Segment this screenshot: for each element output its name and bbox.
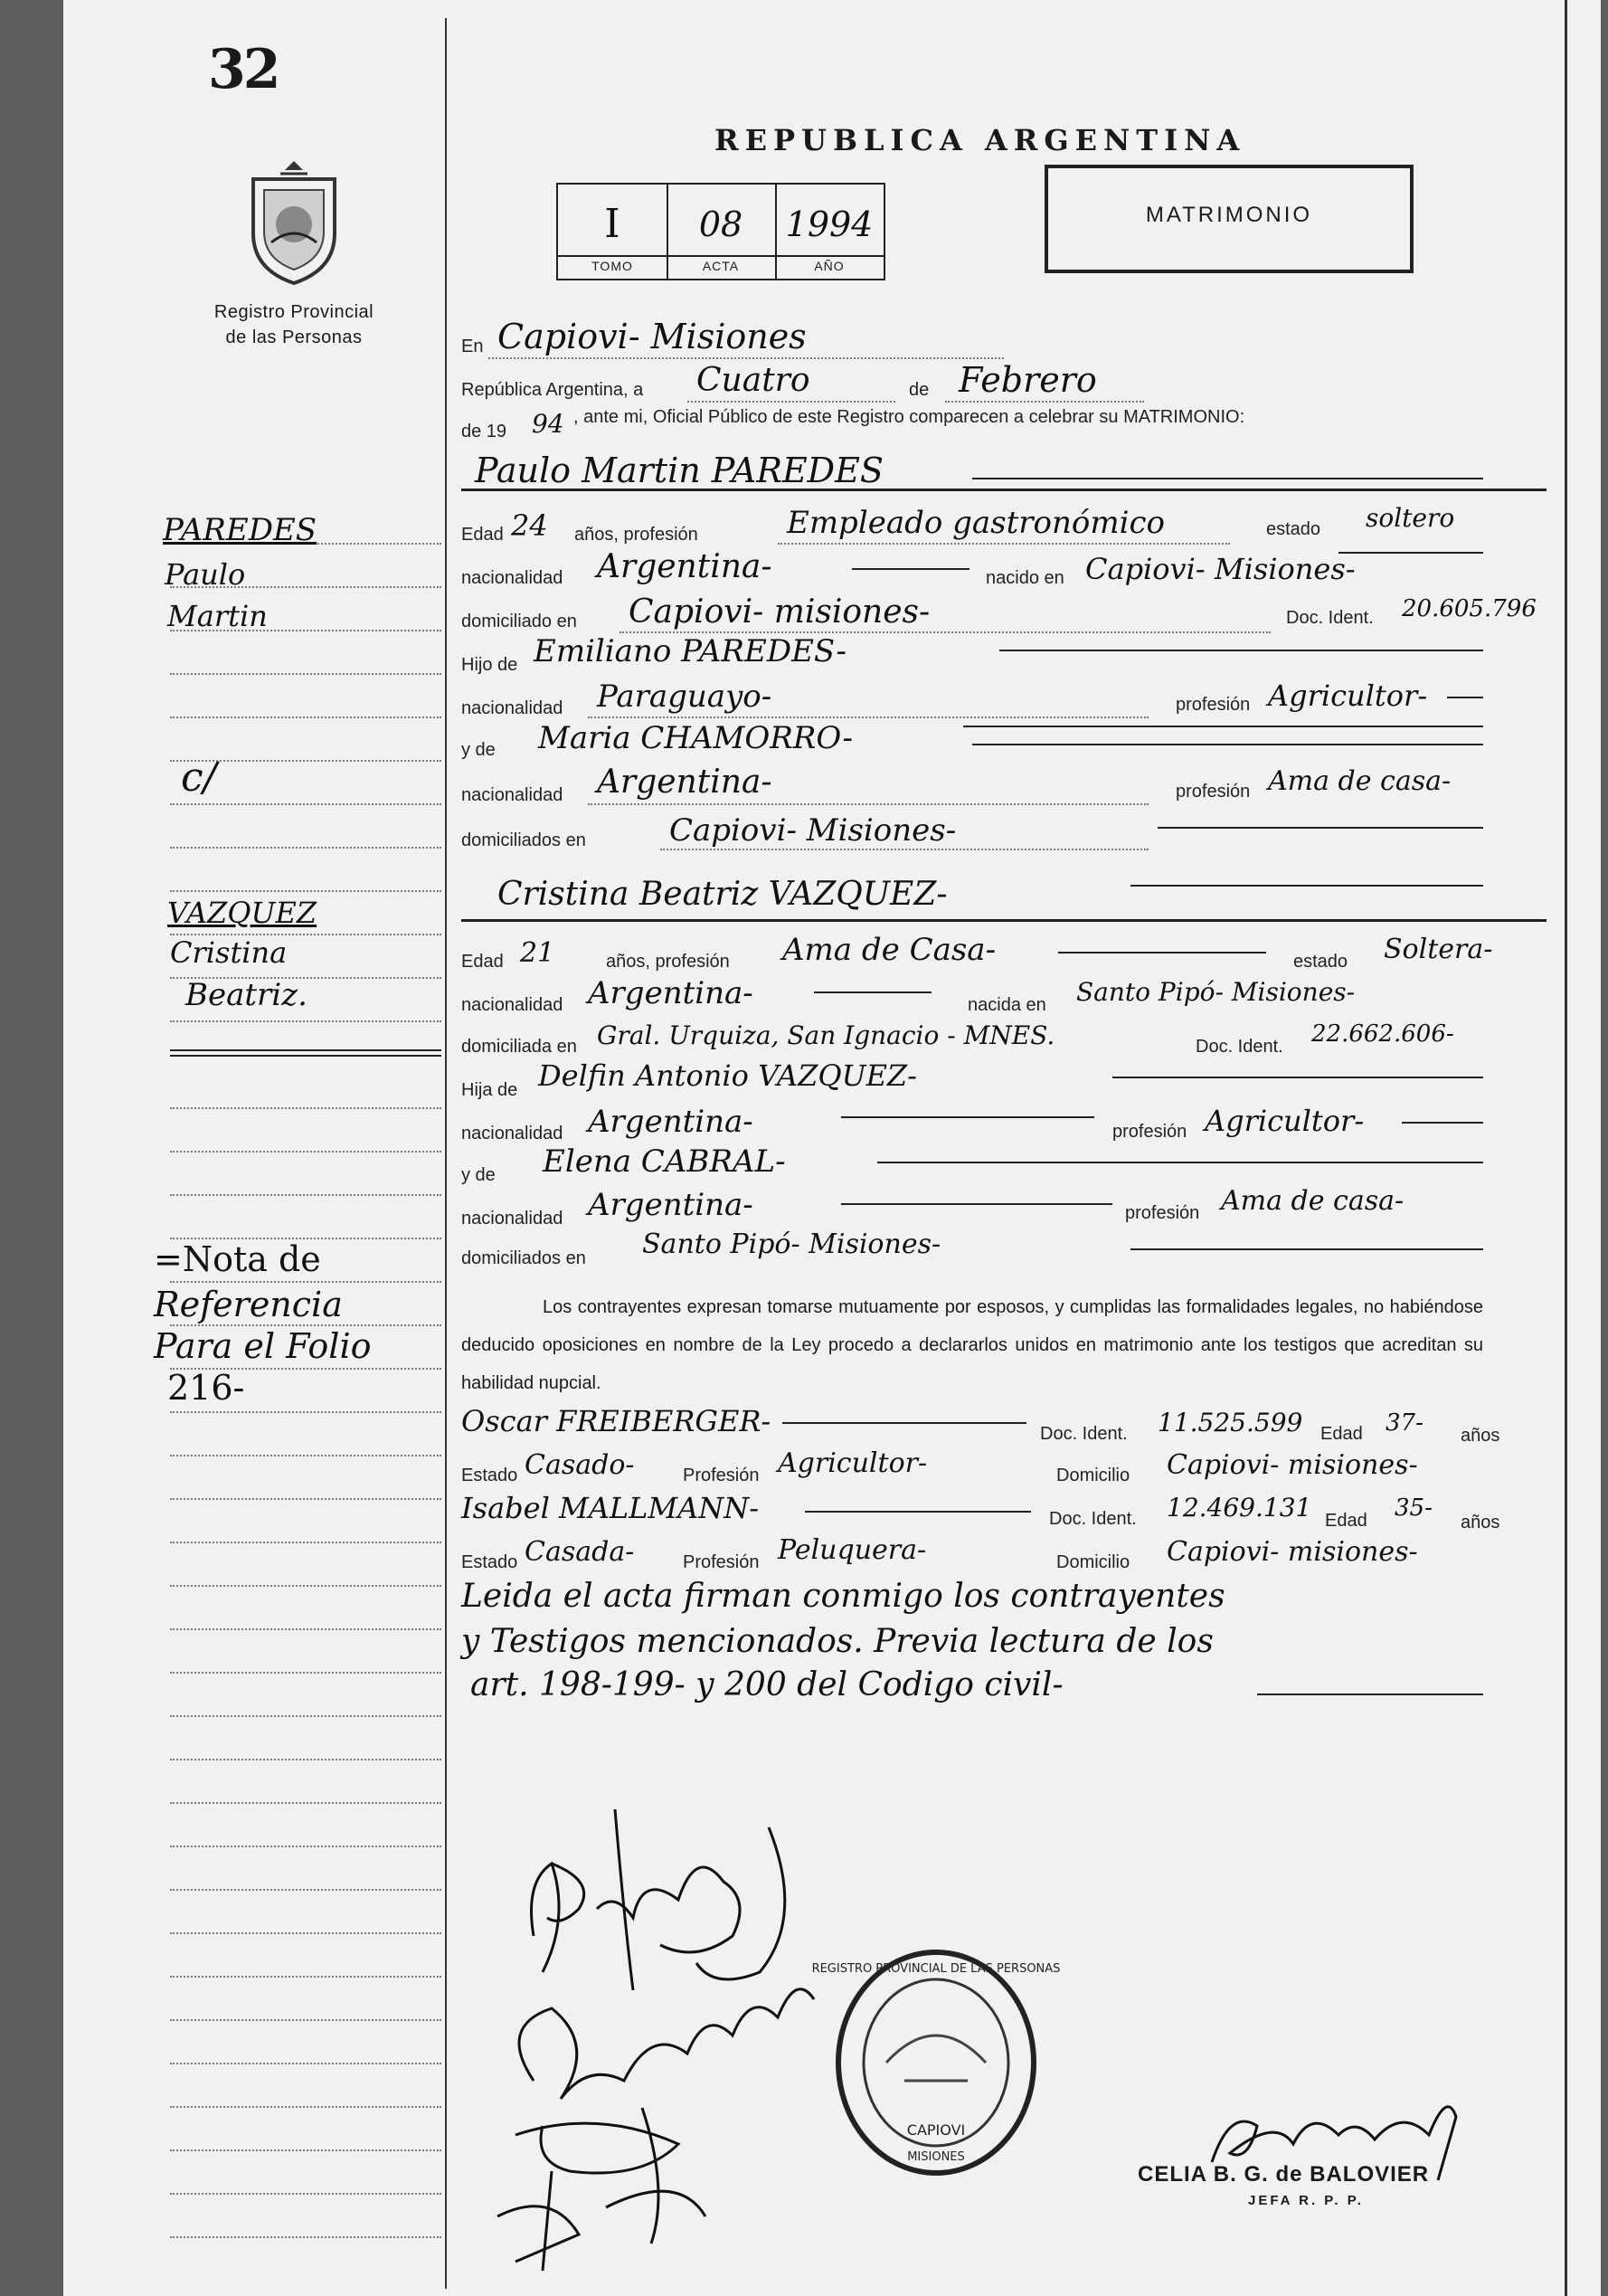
tomo-label: TOMO <box>591 259 633 273</box>
witness2-prof-label: Profesión <box>683 1552 760 1572</box>
groom-full-name: Paulo Martin PAREDES <box>475 451 884 490</box>
bride-estado-label: estado <box>1293 952 1348 972</box>
margin-line <box>170 803 441 805</box>
margin-line <box>170 1585 441 1587</box>
bride-father-nat-label: nacionalidad <box>461 1124 563 1143</box>
coat-of-arms-icon <box>244 161 344 288</box>
margin-line <box>170 1542 441 1543</box>
margin-line <box>170 1845 441 1847</box>
witness1-edad-label: Edad <box>1320 1424 1363 1444</box>
groom-nacido-label: nacido en <box>986 568 1064 588</box>
margin-note-3: Para el Folio <box>154 1326 372 1366</box>
witness1-profession: Agricultor- <box>778 1447 928 1479</box>
closing-line-1: Leida el acta firman conmigo los contrayentes <box>461 1578 1225 1615</box>
margin-line <box>170 1281 441 1283</box>
groom-mother-nat-label: nacionalidad <box>461 785 563 805</box>
bride-doc: 22.662.606- <box>1311 1020 1454 1048</box>
bride-parents-dom: Santo Pipó- Misiones- <box>642 1229 941 1260</box>
groom-doc-label: Doc. Ident. <box>1286 608 1374 628</box>
section-rule <box>461 489 1547 491</box>
margin-note-4: 216- <box>167 1368 245 1408</box>
month-value: Febrero <box>959 360 1097 400</box>
witness2-doc-label: Doc. Ident. <box>1049 1509 1137 1529</box>
bride-hija-label: Hija de <box>461 1080 518 1100</box>
page-number: 32 <box>208 38 279 101</box>
margin-line <box>170 1151 441 1153</box>
margin-line <box>170 2106 441 2108</box>
country-title: REPUBLICA ARGENTINA <box>714 123 1246 157</box>
groom-father: Emiliano PAREDES- <box>534 633 847 669</box>
place-value: Capiovi- Misiones <box>497 317 807 356</box>
margin-line <box>170 1020 441 1022</box>
bride-mother-prof: Ama de casa- <box>1221 1185 1405 1217</box>
closing-line-2: y Testigos mencionados. Previa lectura de los <box>461 1623 1214 1660</box>
margin-line <box>170 1107 441 1109</box>
margin-line <box>170 1628 441 1630</box>
acta-label: ACTA <box>702 259 740 273</box>
bride-mother-prof-label: profesión <box>1125 1203 1200 1223</box>
statement-text: , ante mi, Oficial Público de este Registro comparecen a celebrar su MATRIMONIO: <box>573 407 1245 427</box>
margin-line <box>170 1889 441 1891</box>
witness1-prof-label: Profesión <box>683 1466 760 1485</box>
bride-father-nat: Argentina- <box>588 1104 753 1140</box>
margin-line <box>170 1672 441 1674</box>
margin-line <box>170 847 441 849</box>
bride-birthplace: Santo Pipó- Misiones- <box>1076 977 1356 1007</box>
official-name: CELIA B. G. de BALOVIER <box>1138 2162 1430 2187</box>
groom-father-nat-label: nacionalidad <box>461 698 563 718</box>
groom-father-nat: Paraguayo- <box>597 678 772 715</box>
witness1-name: Oscar FREIBERGER- <box>461 1404 771 1438</box>
bride-nac-label: nacionalidad <box>461 995 563 1015</box>
margin-line <box>170 1455 441 1456</box>
margin-line <box>170 1932 441 1934</box>
margin-line <box>170 890 441 892</box>
contracting-parties-signatures <box>461 1809 841 2280</box>
margin-divider <box>445 18 447 2289</box>
witness2-dom-label: Domicilio <box>1056 1552 1130 1572</box>
official-seal <box>811 1945 1061 2180</box>
year-suffix: 94 <box>532 409 564 439</box>
margin-groom-surname: PAREDES <box>163 512 317 548</box>
right-border <box>1565 0 1567 2296</box>
margin-line <box>170 2236 441 2238</box>
groom-mother-nat: Argentina- <box>597 764 772 801</box>
bride-profesion-label: años, profesión <box>606 952 730 972</box>
groom-hijo-label: Hijo de <box>461 655 518 675</box>
witness1-estado-label: Estado <box>461 1466 518 1485</box>
declaration-text: Los contrayentes expresan tomarse mutuamente por esposos, y cumplidas las formalidades legales, no habiéndose deducido oposiciones en nombre de la Ley procedo a declararlos unidos en matrimonio ante los testigos que acreditan su habilidad nupcial. <box>461 1297 1483 1393</box>
witness1-anos-label: años <box>1461 1426 1500 1446</box>
groom-nac-label: nacionalidad <box>461 568 563 588</box>
witness1-status: Casado- <box>525 1449 635 1481</box>
groom-profesion-label: años, profesión <box>574 525 698 545</box>
margin-groom-middle: Martin <box>167 599 268 633</box>
groom-doc: 20.605.796 <box>1402 595 1537 622</box>
witness2-estado-label: Estado <box>461 1552 518 1572</box>
witness2-profession: Peluquera- <box>778 1534 927 1566</box>
groom-father-prof-label: profesión <box>1176 695 1251 715</box>
bride-father-prof-label: profesión <box>1112 1122 1187 1142</box>
groom-nationality: Argentina- <box>597 548 772 585</box>
margin-line <box>170 1715 441 1717</box>
official-title: JEFA R. P. P. <box>1248 2193 1364 2208</box>
witness1-dom-label: Domicilio <box>1056 1466 1130 1485</box>
groom-mother-prof-label: profesión <box>1176 782 1251 802</box>
doc-type-label: MATRIMONIO <box>1145 203 1313 227</box>
bride-parents-dom-label: domiciliados en <box>461 1248 586 1268</box>
groom-father-prof: Agricultor- <box>1268 678 1428 713</box>
groom-dom-label: domiciliado en <box>461 612 577 631</box>
bride-nationality: Argentina- <box>588 975 753 1011</box>
bride-edad-label: Edad <box>461 952 504 972</box>
groom-status: soltero <box>1366 503 1455 533</box>
groom-mother: Maria CHAMORRO- <box>538 720 854 756</box>
seal-text: REGISTRO PROVINCIAL DE LAS PERSONAS <box>811 1962 1061 1976</box>
bride-profession: Ama de Casa- <box>782 932 997 968</box>
margin-line <box>170 673 441 675</box>
de-label: de <box>909 380 930 400</box>
certificate-page <box>63 0 1601 2296</box>
bride-father-prof: Agricultor- <box>1205 1104 1365 1138</box>
groom-profession: Empleado gastronómico <box>787 505 1165 541</box>
registry-line1: Registro Provincial <box>213 302 374 322</box>
bride-full-name: Cristina Beatriz VAZQUEZ- <box>497 876 948 913</box>
record-number-box <box>556 183 885 280</box>
groom-estado-label: estado <box>1266 519 1321 539</box>
margin-bride-first: Cristina <box>170 935 288 970</box>
witness2-name: Isabel MALLMANN- <box>461 1491 760 1525</box>
groom-yde-label: y de <box>461 740 496 760</box>
year-prefix: de 19 <box>461 422 507 441</box>
witness1-doc: 11.525.599 <box>1158 1408 1303 1437</box>
en-label: En <box>461 337 484 356</box>
bride-doc-label: Doc. Ident. <box>1196 1037 1283 1057</box>
ano-value: 1994 <box>785 204 874 244</box>
republica-label: República Argentina, a <box>461 380 644 400</box>
margin-line <box>170 2019 441 2021</box>
margin-line <box>170 716 441 718</box>
closing-line-3: art. 198-199- y 200 del Codigo civil- <box>470 1666 1064 1703</box>
witness2-domicile: Capiovi- misiones- <box>1167 1536 1418 1568</box>
witness2-edad-label: Edad <box>1325 1511 1367 1531</box>
section-rule-2 <box>461 919 1547 922</box>
bride-mother-nat: Argentina- <box>588 1187 753 1223</box>
seal-center: CAPIOVI <box>906 2121 966 2139</box>
tomo-value: I <box>604 201 620 247</box>
bride-dom-label: domiciliada en <box>461 1037 577 1057</box>
margin-groom-first: Paulo <box>165 557 246 592</box>
witness2-age: 35- <box>1395 1494 1433 1522</box>
margin-bride-middle: Beatriz. <box>185 977 307 1013</box>
groom-parents-dom: Capiovi- Misiones- <box>669 812 957 849</box>
groom-parents-dom-label: domiciliados en <box>461 830 586 850</box>
groom-domicile: Capiovi- misiones- <box>629 593 931 631</box>
margin-line <box>170 2149 441 2151</box>
bride-age: 21 <box>520 937 555 969</box>
witness1-age: 37- <box>1386 1409 1424 1437</box>
ano-label: AÑO <box>814 259 845 273</box>
witness2-anos-label: años <box>1461 1513 1500 1532</box>
margin-line <box>170 2193 441 2195</box>
groom-birthplace: Capiovi- Misiones- <box>1085 552 1356 586</box>
bride-domicile: Gral. Urquiza, San Ignacio - MNES. <box>597 1020 1055 1050</box>
margin-line <box>170 1976 441 1978</box>
acta-value: 08 <box>698 204 743 244</box>
margin-line <box>170 1411 441 1413</box>
witness2-status: Casada- <box>525 1536 635 1568</box>
groom-edad-label: Edad <box>461 525 504 545</box>
margin-line <box>170 1759 441 1760</box>
witness2-doc: 12.469.131 <box>1167 1493 1312 1523</box>
day-value: Cuatro <box>696 362 810 399</box>
seal-bottom: MISIONES <box>907 2150 965 2164</box>
bride-father: Delfin Antonio VAZQUEZ- <box>538 1058 917 1093</box>
registry-line2: de las Personas <box>225 327 363 347</box>
margin-bride-surname: VAZQUEZ <box>167 896 317 930</box>
bride-mother: Elena CABRAL- <box>543 1143 786 1180</box>
bride-yde-label: y de <box>461 1165 496 1185</box>
groom-age: 24 <box>511 508 548 543</box>
groom-mother-prof: Ama de casa- <box>1268 765 1452 797</box>
doc-type-box <box>1045 165 1414 273</box>
margin-line <box>170 1498 441 1500</box>
margin-double-rule <box>170 1049 441 1057</box>
margin-line <box>170 1194 441 1196</box>
witness1-doc-label: Doc. Ident. <box>1040 1424 1128 1444</box>
margin-note-1: =Nota de <box>154 1239 321 1279</box>
bride-nacida-label: nacida en <box>968 995 1046 1015</box>
margin-note-2: Referencia <box>154 1285 343 1324</box>
margin-line <box>170 2063 441 2064</box>
margin-connector: c/ <box>181 754 217 801</box>
margin-line <box>170 1802 441 1804</box>
witness1-domicile: Capiovi- misiones- <box>1167 1449 1418 1481</box>
bride-status: Soltera- <box>1384 934 1493 965</box>
bride-mother-nat-label: nacionalidad <box>461 1209 563 1229</box>
